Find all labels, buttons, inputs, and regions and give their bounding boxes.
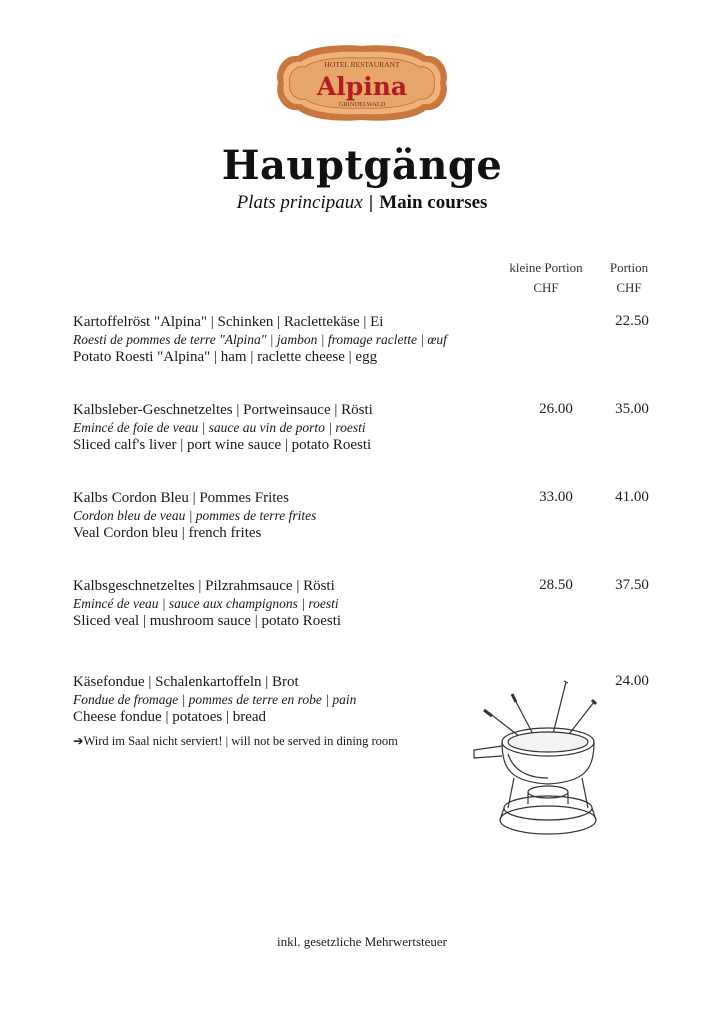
column-header-small-label: kleine Portion [509,260,583,275]
logo-bottom-text: GRINDELWALD [338,101,386,108]
dish-name-french: Emincé de veau | sauce aux champignons | roesti [73,596,339,611]
price-small: 33.00 [539,489,573,505]
dish-name-german: Kalbs Cordon Bleu | Pommes Frites [73,490,289,506]
price-full: 22.50 [615,313,649,329]
dish-name-french: Roesti de pommes de terre "Alpina" | jambon | fromage raclette | œuf [73,332,447,347]
page-title: Hauptgänge [221,142,503,189]
fondue-pot-icon [468,680,610,840]
menu-item [73,489,513,542]
dish-name-german: Kalbsleber-Geschnetzeltes | Portweinsauce | Rösti [73,402,373,418]
price-full: 37.50 [615,577,649,593]
price-full: 41.00 [615,489,649,505]
vat-note: inkl. gesetzliche Mehrwertsteuer [276,934,447,949]
menu-item [73,313,513,366]
dish-name-german: Kartoffelröst "Alpina" | Schinken | Raclettekäse | Ei [73,314,384,330]
fondue-illustration [468,680,610,840]
column-header-small-portion [496,258,596,298]
dish-name-english: Veal Cordon bleu | french frites [73,525,262,541]
price-full: 35.00 [615,401,649,417]
dish-name-english: Cheese fondue | potatoes | bread [73,709,267,725]
dish-name-french: Fondue de fromage | pommes de terre en robe | pain [73,692,357,707]
subtitle-separator: | [368,193,374,213]
menu-item [73,577,513,630]
dish-name-english: Sliced veal | mushroom sauce | potato Roesti [73,613,342,629]
alpina-logo-icon [270,40,454,126]
column-header-full-currency: CHF [616,280,642,295]
column-header-small-currency: CHF [533,280,559,295]
menu-item [73,401,513,454]
logo-top-text: HOTEL RESTAURANT [324,60,400,69]
price-full: 24.00 [615,673,649,689]
price-small: 28.50 [539,577,573,593]
dish-name-french: Emincé de foie de veau | sauce au vin de porto | roesti [73,420,366,435]
column-header-full-label: Portion [609,260,649,275]
dish-name-french: Cordon bleu de veau | pommes de terre frites [73,508,317,523]
page-subtitle [0,192,724,214]
column-header-portion [596,258,662,298]
dish-name-german: Kalbsgeschnetzeltes | Pilzrahmsauce | Rösti [73,578,335,594]
menu-item [73,673,513,750]
subtitle-french: Plats principaux [236,192,363,213]
logo-name: Alpina [316,72,408,101]
dish-name-german: Käsefondue | Schalenkartoffeln | Brot [73,674,299,690]
subtitle-english: Main courses [379,192,488,213]
dish-name-english: Sliced calf's liver | port wine sauce | potato Roesti [73,437,372,453]
price-small: 26.00 [539,401,573,417]
dish-name-english: Potato Roesti "Alpina" | ham | raclette cheese | egg [73,349,378,365]
restaurant-logo [270,40,454,126]
dish-note: ➔Wird im Saal nicht serviert! | will not be served in dining room [73,734,398,748]
